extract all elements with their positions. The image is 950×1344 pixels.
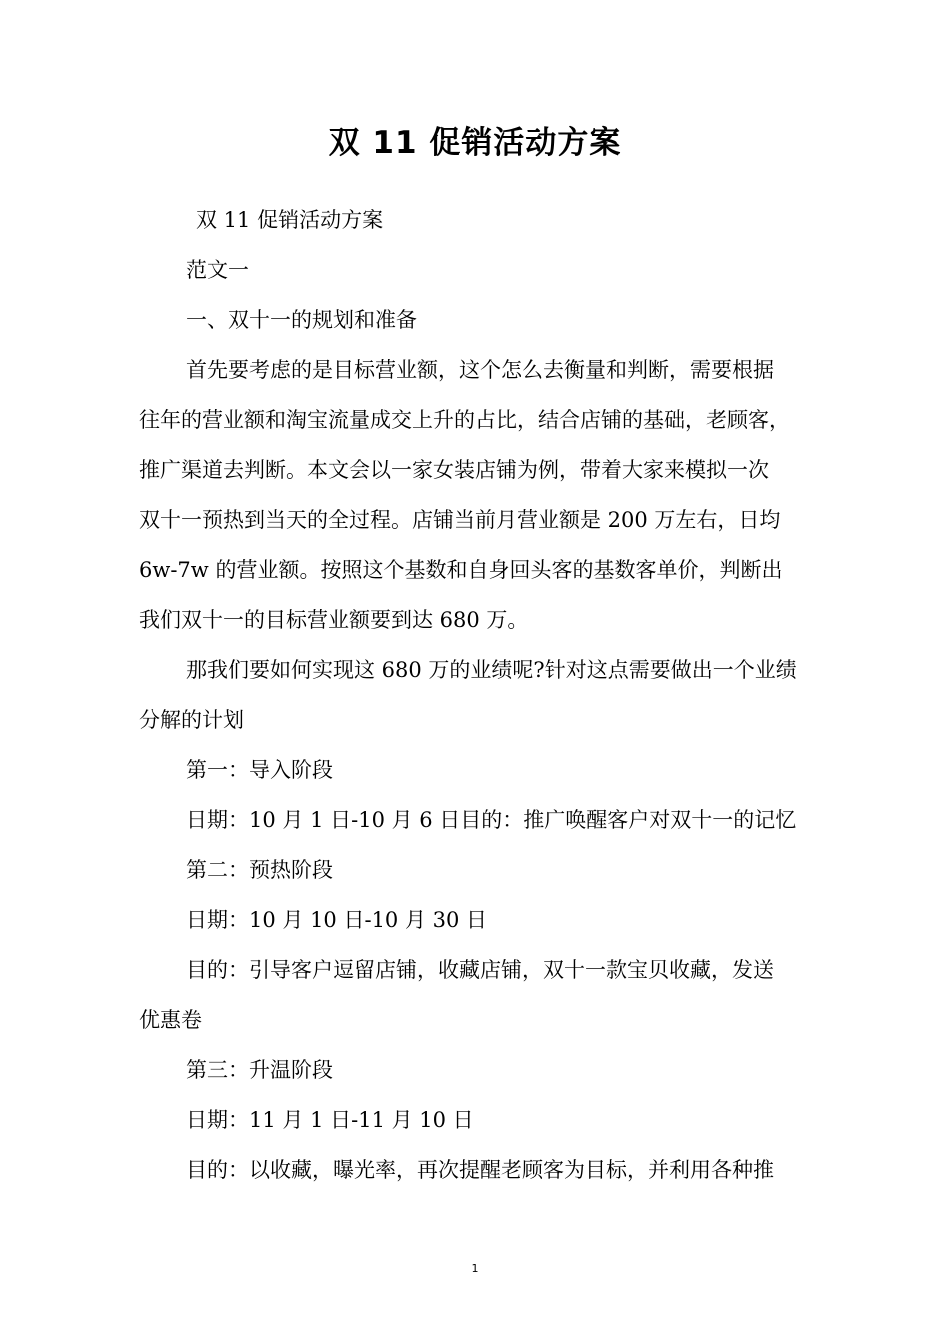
body-line-section-heading: 一、双十一的规划和准备	[186, 308, 417, 332]
body-line-stage-detail: 目的：引导客户逗留店铺，收藏店铺，双十一款宝贝收藏，发送	[186, 958, 774, 982]
body-line-stage-detail: 优惠卷	[139, 1008, 202, 1032]
body-line-sample-heading: 范文一	[186, 258, 249, 282]
body-line-paragraph: 往年的营业额和淘宝流量成交上升的占比，结合店铺的基础，老顾客，	[139, 408, 790, 432]
body-line-subtitle: 双 11 促销活动方案	[196, 208, 384, 232]
body-line-stage-detail: 目的：以收藏，曝光率，再次提醒老顾客为目标，并利用各种推	[186, 1158, 774, 1182]
body-line-paragraph: 那我们要如何实现这 680 万的业绩呢?针对这点需要做出一个业绩	[186, 658, 797, 682]
body-line-stage-heading: 第一：导入阶段	[186, 758, 333, 782]
body-line-paragraph: 6w-7w 的营业额。按照这个基数和自身回头客的基数客单价，判断出	[139, 558, 783, 582]
body-line-stage-heading: 第二：预热阶段	[186, 858, 333, 882]
body-line-paragraph: 双十一预热到当天的全过程。店铺当前月营业额是 200 万左右，日均	[139, 508, 781, 532]
document-body	[139, 195, 819, 1195]
page-number: 1	[471, 1262, 479, 1275]
document-title: 双 11 促销活动方案	[328, 125, 622, 161]
body-line-paragraph: 分解的计划	[139, 708, 244, 732]
body-line-stage-detail: 日期：11 月 1 日-11 月 10 日	[186, 1108, 474, 1132]
body-line-stage-heading: 第三：升温阶段	[186, 1058, 333, 1082]
body-line-paragraph: 首先要考虑的是目标营业额，这个怎么去衡量和判断，需要根据	[186, 358, 774, 382]
body-line-paragraph: 我们双十一的目标营业额要到达 680 万。	[139, 608, 529, 632]
body-line-paragraph: 推广渠道去判断。本文会以一家女装店铺为例，带着大家来模拟一次	[139, 458, 769, 482]
body-line-stage-detail: 日期：10 月 10 日-10 月 30 日	[186, 908, 488, 932]
body-line-stage-detail: 日期：10 月 1 日-10 月 6 日目的：推广唤醒客户对双十一的记忆	[186, 808, 797, 832]
